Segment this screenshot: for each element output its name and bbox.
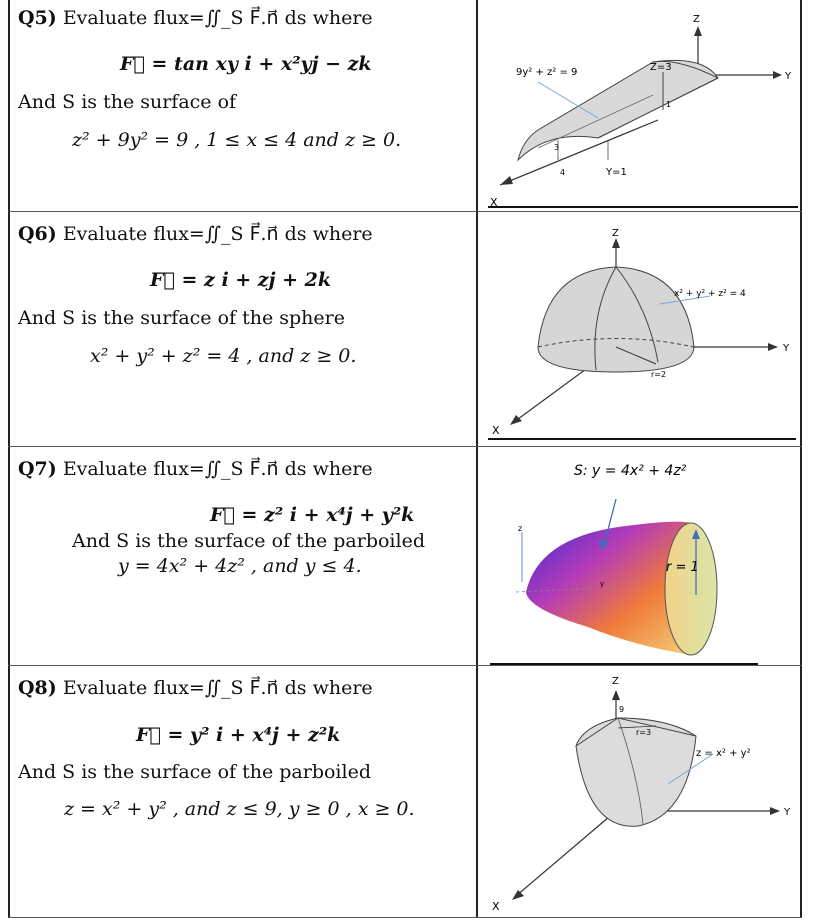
q5-figure-rule <box>488 206 798 208</box>
q7-prompt <box>18 457 373 481</box>
q7-axis-z: z <box>518 524 523 533</box>
q7-prompt-text: Evaluate flux=∬_S F⃗.n⃗ ds where <box>62 458 373 480</box>
q6-figure <box>478 212 800 446</box>
q5-axis-z: Z <box>693 14 700 25</box>
q8-axis-z: Z <box>612 676 619 687</box>
q8-prompt-text: Evaluate flux=∬_S F⃗.n⃗ ds where <box>62 677 373 699</box>
q7-figure <box>478 447 800 665</box>
question-table <box>8 0 802 918</box>
q8-figure <box>478 666 800 918</box>
q5-surface-label: And S is the surface of <box>18 91 237 113</box>
q6-figure-rule <box>488 438 796 440</box>
q5-z-label: Z=3 <box>650 62 672 73</box>
q6-text-cell <box>8 212 478 446</box>
q6-axis-x: X <box>492 424 500 437</box>
q7-number: Q7) <box>18 458 57 480</box>
q8-eq-label: z = x² + y² <box>696 748 751 759</box>
q6-surface-eq: x² + y² + z² = 4 , and z ≥ 0. <box>90 345 357 367</box>
q8-surface-eq: z = x² + y² , and z ≤ 9, y ≥ 0 , x ≥ 0. <box>64 798 415 820</box>
q5-y-label: Y=1 <box>606 167 627 178</box>
q6-number: Q6) <box>18 223 57 245</box>
q5-figure-cell <box>478 0 802 211</box>
q7-surface-label: And S is the surface of the parboiled <box>72 530 425 552</box>
q5-axis-y: Y <box>785 71 792 82</box>
q5-surface-eq: z² + 9y² = 9 , 1 ≤ x ≤ 4 and z ≥ 0. <box>72 129 402 151</box>
q6-axis-y: Y <box>783 343 790 354</box>
q7-r-label: r = 1 <box>666 560 699 575</box>
q5-tick-3: 3 <box>554 143 560 152</box>
q6-surface-label: And S is the surface of the sphere <box>18 307 345 329</box>
divider <box>8 917 802 918</box>
q5-prompt <box>18 6 373 30</box>
q8-number: Q8) <box>18 677 57 699</box>
row-q6 <box>8 212 802 446</box>
q7-surface-eq: y = 4x² + 4z² , and y ≤ 4. <box>118 555 362 577</box>
q6-figure-cell <box>478 212 802 446</box>
q7-axis-y: y <box>600 580 605 588</box>
row-q5 <box>8 0 802 211</box>
q8-axis-x: X <box>492 900 500 913</box>
q6-field: F⃗ = z i + zj + 2k <box>150 269 332 291</box>
q5-number: Q5) <box>18 7 57 29</box>
q5-axis-x: X <box>490 196 498 209</box>
q6-r-label: r=2 <box>651 370 667 379</box>
q8-text-cell <box>8 666 478 918</box>
q5-eq-label: 9y² + z² = 9 <box>516 67 578 78</box>
q8-field: F⃗ = y² i + x⁴j + z²k <box>136 724 341 746</box>
q7-eq-label: S: y = 4x² + 4z² <box>574 463 687 479</box>
q8-axis-y: Y <box>784 807 791 818</box>
q5-figure <box>478 0 800 211</box>
q5-tick-4: 4 <box>560 168 566 177</box>
q8-r-label: r=3 <box>636 728 652 737</box>
q8-surface-label: And S is the surface of the parboiled <box>18 761 371 783</box>
q8-figure-cell <box>478 666 802 918</box>
q5-field: F⃗ = tan xy i + x²yj − zk <box>120 53 372 75</box>
q7-figure-cell <box>478 447 802 665</box>
q8-prompt <box>18 676 373 700</box>
q7-field: F⃗ = z² i + x⁴j + y²k <box>210 504 415 526</box>
q5-prompt-text: Evaluate flux=∬_S F⃗.n⃗ ds where <box>62 7 373 29</box>
q6-prompt <box>18 222 373 246</box>
row-q8 <box>8 666 802 918</box>
q7-text-cell <box>8 447 478 665</box>
q5-text-cell <box>8 0 478 211</box>
q5-tick-1: 1 <box>666 100 672 109</box>
q6-eq-label: x² + y² + z² = 4 <box>674 289 746 299</box>
q6-prompt-text: Evaluate flux=∬_S F⃗.n⃗ ds where <box>62 223 373 245</box>
q8-tick-9: 9 <box>619 705 625 714</box>
q6-axis-z: Z <box>612 228 619 239</box>
row-q7 <box>8 447 802 665</box>
